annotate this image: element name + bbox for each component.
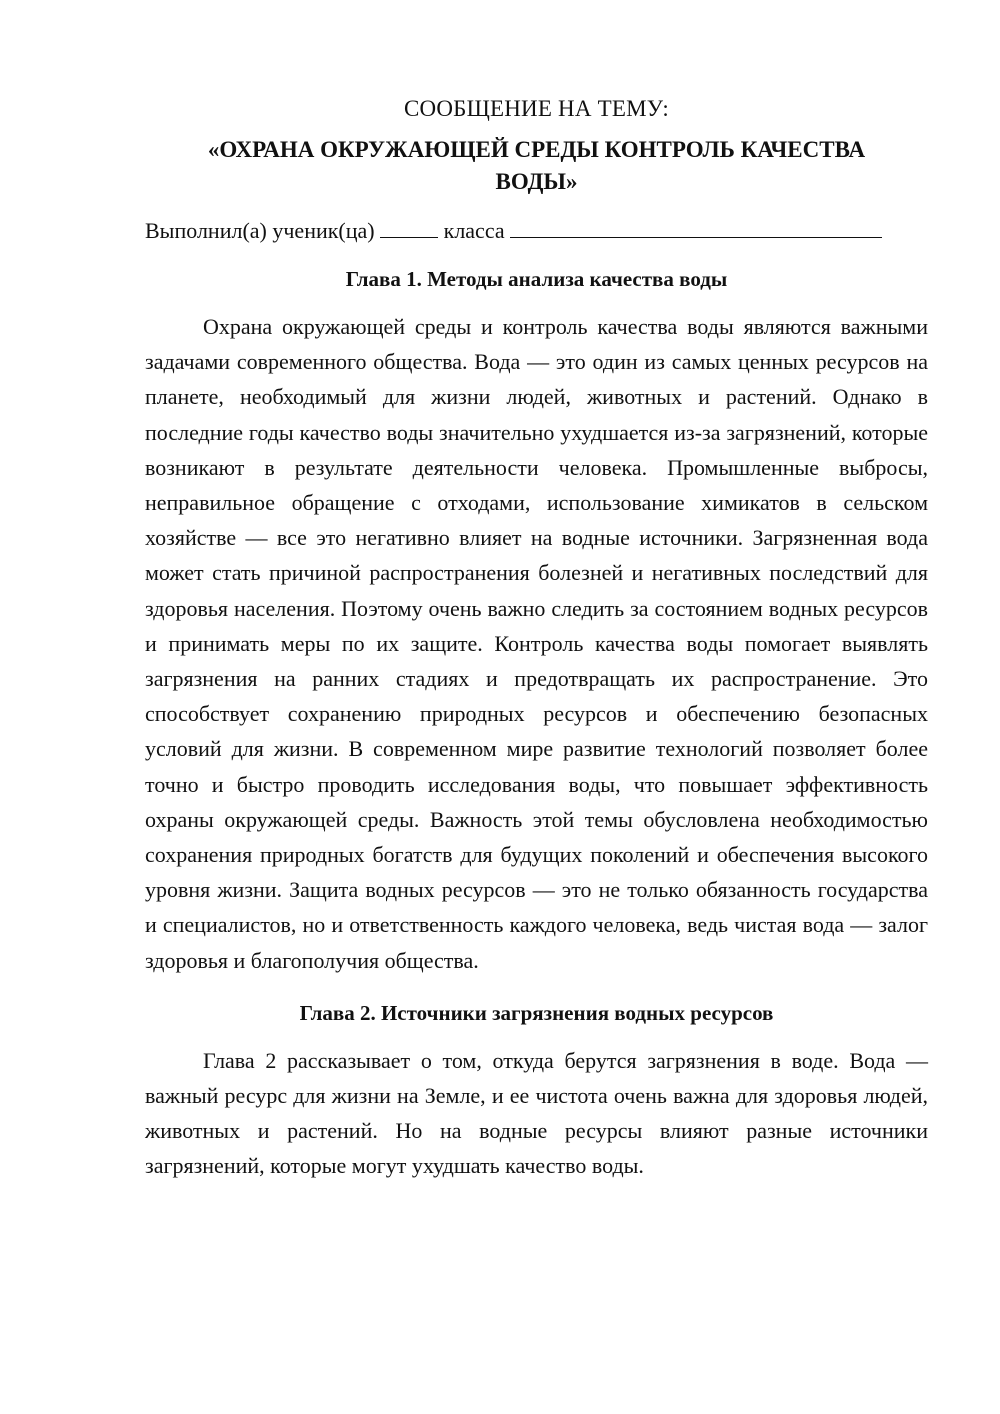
document-title: «ОХРАНА ОКРУЖАЮЩЕЙ СРЕДЫ КОНТРОЛЬ КАЧЕСТВА ВОДЫ» xyxy=(207,137,866,194)
chapter-1-title: Глава 1. Методы анализа качества воды xyxy=(345,267,728,291)
document-header: СООБЩЕНИЕ НА ТЕМУ: xyxy=(404,96,669,121)
author-line xyxy=(145,215,928,247)
document-page xyxy=(145,92,928,1203)
chapter-1-paragraph: Охрана окружающей среды и контроль качества воды являются важными задачами современного общества. Вода — это один из самых ценных ресурсов на планете, необходимый для жизни людей, животных и растений. Однако в последние годы качество воды значительно ухудшается из-за загрязнений, которые возникают в результате деятельности человека. Промышленные выбросы, неправильное обращение с отходами, использование химикатов в сельском хозяйстве — все это негативно влияет на водные источники. Загрязненная вода может стать причиной распространения болезней и негативных последствий для здоровья населения. Поэтому очень важно следить за состоянием водных ресурсов и принимать меры по их защите. Контроль качества воды помогает выявлять загрязнения на ранних стадиях и предотвращать их распространение. Это способствует сохранению природных ресурсов и обеспечению безопасных условий для жизни. В современном мире развитие технологий позволяет более точно и быстро проводить исследования воды, что повышает эффективность охраны окружающей среды. Важность этой темы обусловлена необходимостью сохранения природных богатств для будущих поколений и обеспечения высокого уровня жизни. Защита водных ресурсов — это не только обязанность государства и специалистов, но и ответственность каждого человека, ведь чистая вода — залог здоровья и благополучия общества. xyxy=(145,314,928,973)
chapter-2-paragraph: Глава 2 рассказывает о том, откуда берутся загрязнения в воде. Вода — важный ресурс для жизни на Земле, и ее чистота очень важна для здоровья людей, животных и растений. Но на водные ресурсы влияют разные источники загрязнений, которые могут ухудшать качество воды. xyxy=(145,1047,928,1179)
author-prefix: Выполнил(а) ученик(ца) xyxy=(145,218,375,243)
chapter-2-title: Глава 2. Источники загрязнения водных ресурсов xyxy=(299,1000,774,1025)
author-middle: класса xyxy=(443,218,505,243)
class-number-blank xyxy=(380,215,438,238)
student-name-blank xyxy=(510,215,882,238)
